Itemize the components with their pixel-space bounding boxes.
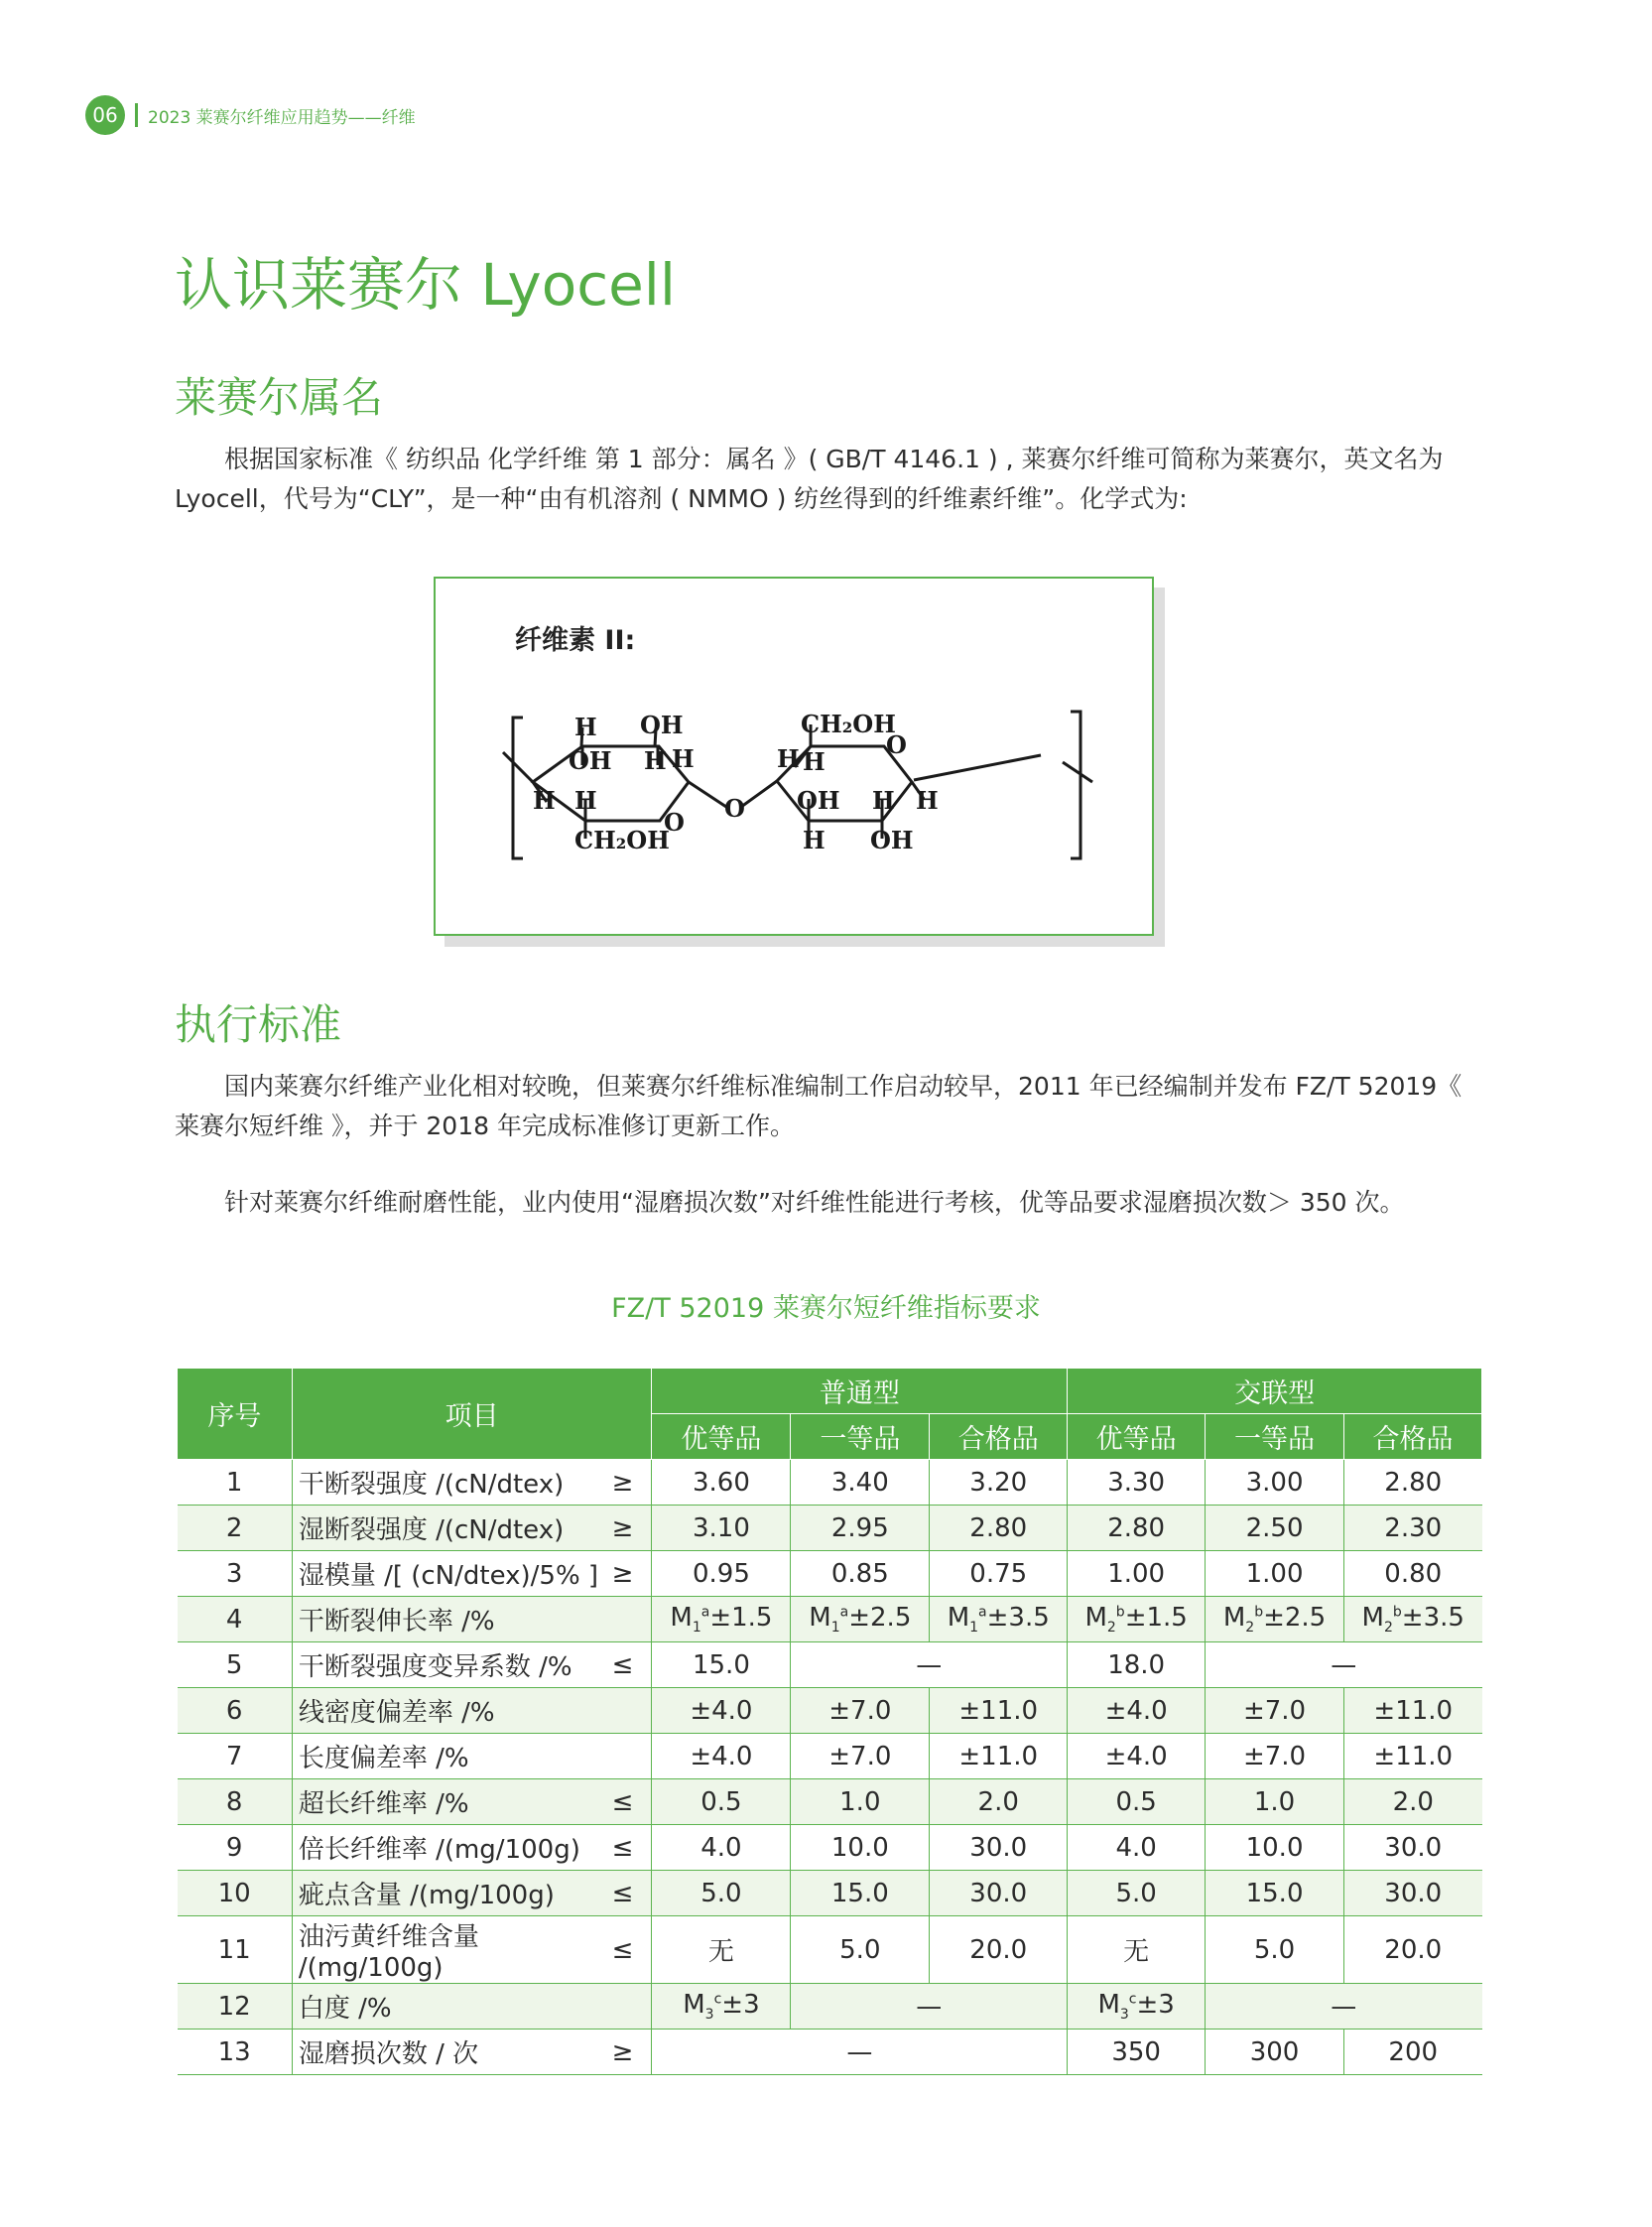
page-header [85,95,416,135]
cell: $M_1^a\pm 1.5$ [652,1597,791,1642]
atom-ch2oh: CH₂OH [801,710,896,738]
row-item: 疵点含量 /(mg/100g) ≤ [292,1871,652,1916]
row-number: 1 [178,1460,293,1506]
cell: $M_3^c\pm 3$ [1068,1984,1206,2030]
atom-h: H [533,786,556,815]
cell: 2.95 [791,1506,930,1551]
cell: $M_2^b\pm 1.5$ [1068,1597,1206,1642]
table-row [178,1506,1482,1551]
table-row [178,1984,1482,2030]
table-row [178,1460,1482,1506]
cell: 10.0 [791,1825,930,1871]
row-item: 干断裂伸长率 /% [292,1597,652,1642]
header-divider [135,103,138,127]
cell: ±4.0 [1068,1734,1206,1779]
row-item: 湿模量 /[ (cN/dtex)/5% ] ≥ [292,1551,652,1597]
cell: ±7.0 [1206,1734,1344,1779]
table-row [178,1871,1482,1916]
cell: ±11.0 [1344,1688,1482,1734]
cell: 30.0 [1344,1825,1482,1871]
cell: 3.20 [930,1460,1068,1506]
table-title: FZ/T 52019 莱赛尔短纤维指标要求 [611,1293,1041,1324]
cell: 30.0 [1344,1871,1482,1916]
table-row [178,1551,1482,1597]
cell: $M_1^a\pm 2.5$ [791,1597,930,1642]
col-header-grade: 一等品 [1206,1414,1344,1460]
cell: 5.0 [652,1871,791,1916]
page-number-badge: 06 [85,95,125,135]
row-number: 13 [178,2030,293,2075]
cell: ±7.0 [791,1734,930,1779]
atom-o: O [664,808,685,837]
atom-oh: OH [870,826,914,854]
row-item: 湿断裂强度 /(cN/dtex) ≥ [292,1506,652,1551]
atom-oh: OH [569,746,612,775]
cell: 4.0 [1068,1825,1206,1871]
cell: 3.00 [1206,1460,1344,1506]
running-title: 2023 莱赛尔纤维应用趋势——纤维 [148,107,416,128]
row-number: 9 [178,1825,293,1871]
atom-h: H [872,786,895,815]
col-header-normal-type: 普通型 [652,1369,1068,1414]
row-item: 湿磨损次数 / 次 ≥ [292,2030,652,2075]
standard-paragraph-2: 针对莱赛尔纤维耐磨性能，业内使用“湿磨损次数”对纤维性能进行考核，优等品要求湿磨损次数＞ 350 次。 [224,1188,1405,1217]
cell: 5.0 [791,1916,930,1984]
cell: 2.0 [930,1779,1068,1825]
cell: 1.00 [1068,1551,1206,1597]
cell: 0.75 [930,1551,1068,1597]
atom-ch2oh: CH₂OH [574,826,670,854]
formula-figure [434,577,1154,936]
row-number: 6 [178,1688,293,1734]
row-number: 7 [178,1734,293,1779]
cell: 300 [1206,2030,1344,2075]
cell: 15.0 [1206,1871,1344,1916]
cell: 2.80 [1068,1506,1206,1551]
cell: ±7.0 [791,1688,930,1734]
cell: $M_3^c\pm 3$ [652,1984,791,2030]
row-item: 倍长纤维率 /(mg/100g) ≤ [292,1825,652,1871]
cell: ±11.0 [930,1734,1068,1779]
cell: 10.0 [1206,1825,1344,1871]
col-header-grade: 优等品 [1068,1414,1206,1460]
cell: — [791,1984,1068,2030]
cell: 5.0 [1068,1871,1206,1916]
cell: 无 [652,1916,791,1984]
table-row [178,1688,1482,1734]
cell: 1.0 [1206,1779,1344,1825]
cell: 2.80 [930,1506,1068,1551]
section-heading-genus: 莱赛尔属名 [175,373,384,422]
table-row [178,1916,1482,1984]
atom-oh: OH [797,786,840,815]
cell: 18.0 [1068,1642,1206,1688]
col-header-crosslinked-type: 交联型 [1068,1369,1482,1414]
cell: 0.85 [791,1551,930,1597]
cell: ±11.0 [930,1688,1068,1734]
cell: 3.60 [652,1460,791,1506]
atom-o: O [724,794,745,823]
col-header-grade: 一等品 [791,1414,930,1460]
cell: ±4.0 [1068,1688,1206,1734]
atom-h: H [574,713,597,741]
col-header-no: 序号 [178,1369,293,1460]
cell: 无 [1068,1916,1206,1984]
cell: 2.80 [1344,1460,1482,1506]
table-row [178,2030,1482,2075]
cell: 1.00 [1206,1551,1344,1597]
atom-h: H [777,744,800,773]
cell: 3.30 [1068,1460,1206,1506]
standard-paragraph-1: 国内莱赛尔纤维产业化相对较晚，但莱赛尔纤维标准编制工作启动较早，2011 年已经编制并发布 FZ/T 52019《 莱赛尔短纤维 》，并于 2018 年完成标准修订更新工作。 [175,1072,1462,1140]
table-row [178,1597,1482,1642]
row-item: 油污黄纤维含量 /(mg/100g) ≤ [292,1916,652,1984]
genus-paragraph: 根据国家标准《 纺织品 化学纤维 第 1 部分：属名 》( GB/T 4146.1 ) , 莱赛尔纤维可简称为莱赛尔，英文名为 Lyocell，代号为“CLY”，是一种“由有机溶剂 ( NMMO ) 纺丝得到的纤维素纤维”。化学式为: [175,445,1444,513]
atom-h: H [644,746,667,775]
cell: 350 [1068,2030,1206,2075]
table-row [178,1734,1482,1779]
atom-h: H [803,747,826,776]
cellulose-structure-diagram [436,579,1152,934]
row-number: 10 [178,1871,293,1916]
cell: 0.95 [652,1551,791,1597]
cell: — [652,2030,1068,2075]
atom-h: H [672,744,695,773]
col-header-item: 项目 [292,1369,652,1460]
cell: 200 [1344,2030,1482,2075]
cell: ±7.0 [1206,1688,1344,1734]
formula-label: 纤维素 II: [515,625,636,656]
cell: ±4.0 [652,1734,791,1779]
cell: 0.5 [1068,1779,1206,1825]
cell: $M_1^a\pm 3.5$ [930,1597,1068,1642]
cell: 0.5 [652,1779,791,1825]
row-number: 4 [178,1597,293,1642]
cell: — [1206,1984,1482,2030]
atom-o: O [886,730,907,759]
cell: 0.80 [1344,1551,1482,1597]
cell: — [791,1642,1068,1688]
cell: ±4.0 [652,1688,791,1734]
atom-h: H [803,826,826,854]
cell: 5.0 [1206,1916,1344,1984]
col-header-grade: 合格品 [930,1414,1068,1460]
table-row [178,1825,1482,1871]
cell: 3.10 [652,1506,791,1551]
cell: 20.0 [1344,1916,1482,1984]
cell: 15.0 [791,1871,930,1916]
row-item: 长度偏差率 /% [292,1734,652,1779]
row-item: 线密度偏差率 /% [292,1688,652,1734]
cell: 3.40 [791,1460,930,1506]
cell: 20.0 [930,1916,1068,1984]
row-number: 11 [178,1916,293,1984]
atom-oh: OH [640,711,684,739]
cell: ±11.0 [1344,1734,1482,1779]
cell: — [1206,1642,1482,1688]
table-row [178,1642,1482,1688]
cell: 15.0 [652,1642,791,1688]
row-number: 5 [178,1642,293,1688]
row-item: 超长纤维率 /% ≤ [292,1779,652,1825]
page-title: 认识莱赛尔 Lyocell [175,251,677,319]
table-header-row-1 [178,1369,1482,1414]
section-heading-standard: 执行标准 [175,1000,342,1049]
row-number: 3 [178,1551,293,1597]
cell: 30.0 [930,1871,1068,1916]
cell: 2.0 [1344,1779,1482,1825]
cell: 1.0 [791,1779,930,1825]
row-item: 白度 /% [292,1984,652,2030]
atom-h: H [916,786,939,815]
row-number: 8 [178,1779,293,1825]
spec-table [177,1368,1482,2075]
structure-atoms [533,710,939,854]
row-number: 12 [178,1984,293,2030]
col-header-grade: 优等品 [652,1414,791,1460]
row-item: 干断裂强度变异系数 /% ≤ [292,1642,652,1688]
row-number: 2 [178,1506,293,1551]
cell: $M_2^b\pm 3.5$ [1344,1597,1482,1642]
cell: 4.0 [652,1825,791,1871]
cell: 30.0 [930,1825,1068,1871]
cell: $M_2^b\pm 2.5$ [1206,1597,1344,1642]
cell: 2.30 [1344,1506,1482,1551]
row-item: 干断裂强度 /(cN/dtex) ≥ [292,1460,652,1506]
atom-h: H [574,786,597,815]
table-row [178,1779,1482,1825]
cell: 2.50 [1206,1506,1344,1551]
col-header-grade: 合格品 [1344,1414,1482,1460]
